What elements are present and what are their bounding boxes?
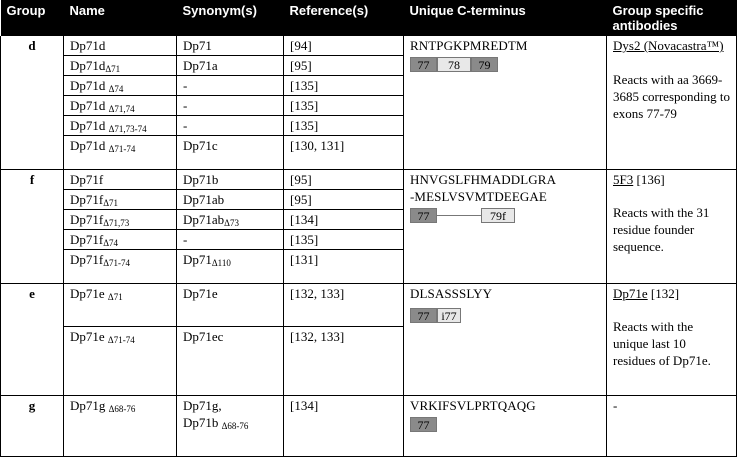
exon-box: i77 <box>437 308 461 323</box>
isoform-reference: [131] <box>284 250 404 284</box>
isoform-reference: [95] <box>284 190 404 210</box>
isoform-reference: [95] <box>284 170 404 190</box>
table-row <box>1 284 737 327</box>
c-terminus-sequence-line: HNVGSLFHMADDLGRA <box>410 172 557 187</box>
header-antibodies: Group specific antibodies <box>607 0 737 36</box>
isoform-reference: [135] <box>284 230 404 250</box>
isoform-synonym: - <box>177 116 284 136</box>
isoform-reference: [135] <box>284 96 404 116</box>
exon-diagram <box>410 308 600 323</box>
isoform-synonym: Dp71a <box>177 56 284 76</box>
isoform-reference: [134] <box>284 210 404 230</box>
isoform-reference: [94] <box>284 36 404 56</box>
header-row <box>1 0 737 36</box>
isoform-name: Dp71d $_{\Delta 71-74}$ <box>64 136 177 170</box>
c-terminus-cell <box>404 396 607 457</box>
isoform-name: $Dp71f_{\Delta 71-74}$ <box>64 250 177 284</box>
antibody-cell <box>607 170 737 284</box>
table-row <box>1 36 737 56</box>
isoform-reference: [135] <box>284 76 404 96</box>
isoform-name: Dp71e $_{\Delta 71-74}$ <box>64 327 177 396</box>
table-row <box>1 170 737 190</box>
isoform-name: Dp71d $_{\Delta 71,74}$ <box>64 96 177 116</box>
exon-diagram <box>410 208 600 223</box>
antibody-cell <box>607 396 737 457</box>
antibody-name: Dp71e <box>613 286 648 301</box>
isoform-name: Dp71d $_{\Delta 71,73-74}$ <box>64 116 177 136</box>
antibody-description: Reacts with aa 3669-3685 corresponding to exons 77-79 <box>613 72 730 121</box>
isoform-synonym: Dp71ec <box>177 327 284 396</box>
isoform-reference: [132, 133] <box>284 284 404 327</box>
group-label: d <box>1 36 64 170</box>
isoform-name: Dp71d $_{\Delta 74}$ <box>64 76 177 96</box>
c-terminus-sequence-line: -MESLVSVMTDEEGAE <box>410 189 547 204</box>
header-group: Group <box>1 0 64 36</box>
isoform-name: Dp71g $_{\Delta 68-76}$ <box>64 396 177 457</box>
group-label: g <box>1 396 64 457</box>
table-row <box>1 396 737 457</box>
antibody-description: Reacts with the unique last 10 residues of Dp71e. <box>613 319 711 368</box>
isoform-synonym: Dp71e <box>177 284 284 327</box>
c-terminus-cell <box>404 170 607 284</box>
isoform-name: $Dp71f_{\Delta 71,73}$ <box>64 210 177 230</box>
antibody-name: Dys2 (Novacastra™) <box>613 38 724 53</box>
exon-diagram <box>410 57 600 72</box>
isoform-synonym: Dp71g, Dp71b $_{\Delta 68-76}$ <box>177 396 284 457</box>
isoform-synonym: - <box>177 230 284 250</box>
isoform-reference: [130, 131] <box>284 136 404 170</box>
c-terminus-sequence: VRKIFSVLPRTQAQG <box>410 398 536 413</box>
isoform-reference: [132, 133] <box>284 327 404 396</box>
antibody-cell <box>607 36 737 170</box>
intron-line <box>437 215 481 216</box>
exon-box: 77 <box>410 417 437 432</box>
header-name: Name <box>64 0 177 36</box>
isoform-synonym: Dp71b <box>177 170 284 190</box>
isoform-reference: [134] <box>284 396 404 457</box>
exon-diagram <box>410 417 600 432</box>
isoform-synonym: - <box>177 76 284 96</box>
antibody-description: Reacts with the 31 residue founder sequence. <box>613 205 710 254</box>
exon-box: 77 <box>410 208 437 223</box>
antibody-reference: [132] <box>650 286 680 301</box>
header-synonyms: Synonym(s) <box>177 0 284 36</box>
antibody-name: 5F3 <box>613 172 634 187</box>
header-c-terminus: Unique C-terminus <box>404 0 607 36</box>
isoform-reference: [135] <box>284 116 404 136</box>
isoform-name: $Dp71f_{\Delta 71}$ <box>64 190 177 210</box>
antibody-reference: [136] <box>636 172 665 187</box>
exon-box: 79f <box>481 208 515 223</box>
isoform-name: Dp71f <box>64 170 177 190</box>
isoform-synonym: Dp71c <box>177 136 284 170</box>
exon-box: 79 <box>471 57 498 72</box>
exon-box: 77 <box>410 57 437 72</box>
isoform-name: Dp71e $_{\Delta 71}$ <box>64 284 177 327</box>
antibody-cell <box>607 284 737 396</box>
c-terminus-sequence: DLSASSSLYY <box>410 286 493 301</box>
isoform-synonym: $Dp71ab_{\Delta 73}$ <box>177 210 284 230</box>
isoform-name: $Dp71d_{\Delta 71}$ <box>64 56 177 76</box>
exon-box: 77 <box>410 308 437 323</box>
antibody-name: - <box>613 398 618 413</box>
isoform-name: $Dp71f_{\Delta 74}$ <box>64 230 177 250</box>
c-terminus-cell <box>404 36 607 170</box>
group-label: f <box>1 170 64 284</box>
isoform-synonym: - <box>177 96 284 116</box>
exon-box: 78 <box>437 57 471 72</box>
isoform-synonym: Dp71ab <box>177 190 284 210</box>
isoform-name: Dp71d <box>64 36 177 56</box>
header-references: Reference(s) <box>284 0 404 36</box>
c-terminus-cell <box>404 284 607 396</box>
isoform-synonym: Dp71 <box>177 36 284 56</box>
isoform-synonym: $Dp71_{\Delta 110}$ <box>177 250 284 284</box>
isoform-reference: [95] <box>284 56 404 76</box>
c-terminus-sequence: RNTPGKPMREDTM <box>410 38 528 53</box>
group-label: e <box>1 284 64 396</box>
